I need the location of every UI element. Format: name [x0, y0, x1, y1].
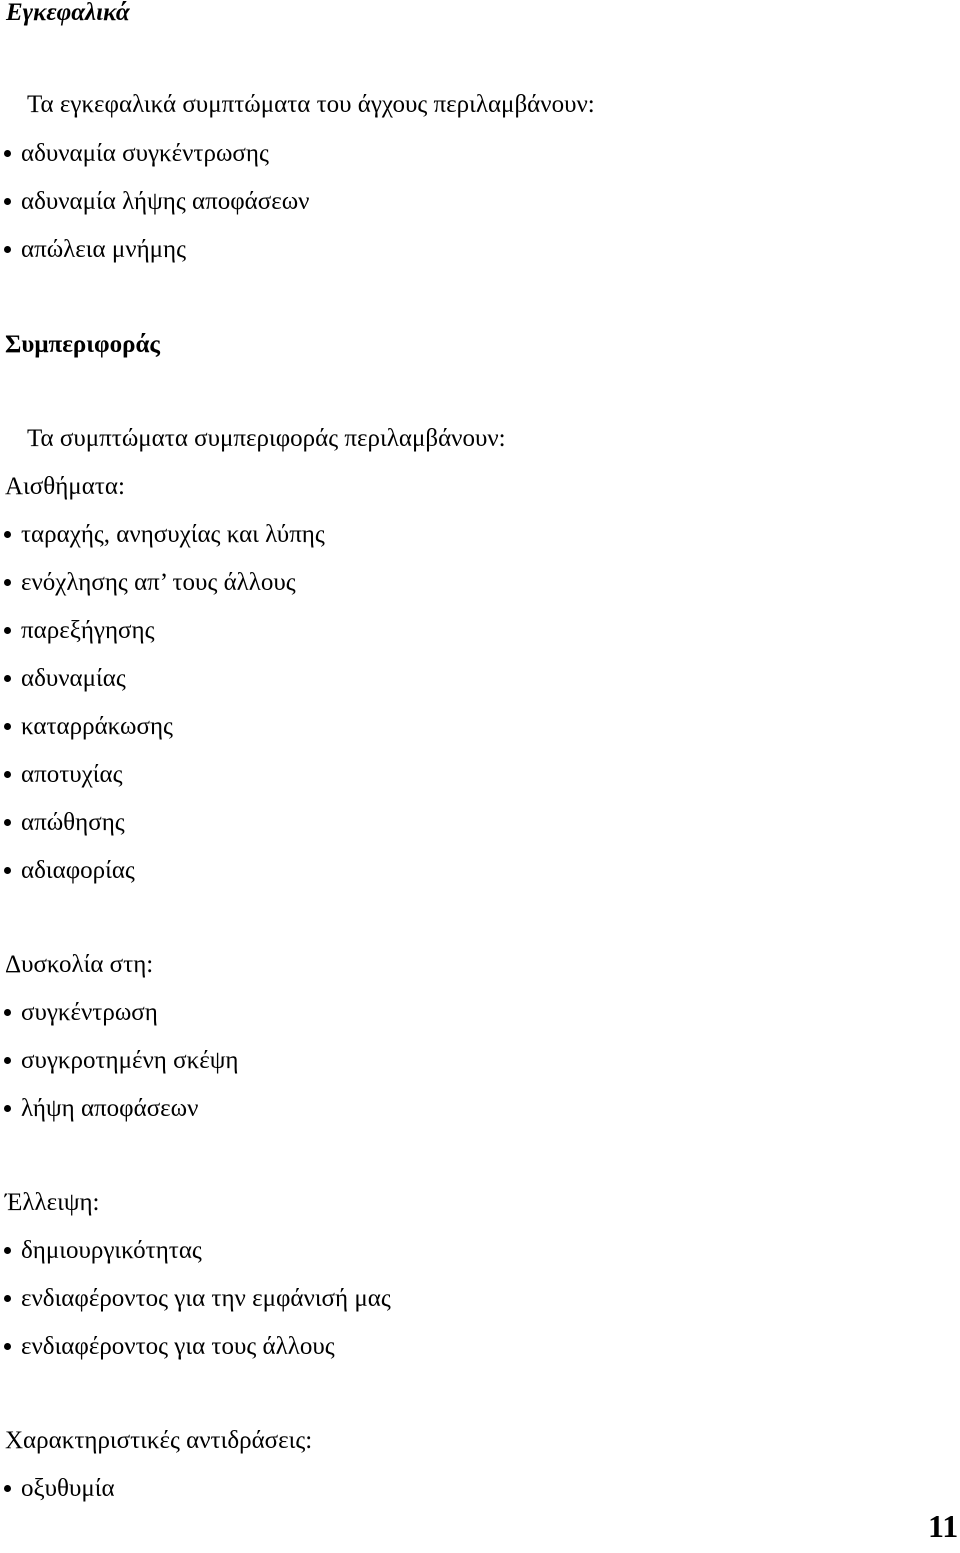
list-item: αποτυχίας [0, 760, 325, 808]
bullet-icon [4, 1105, 11, 1112]
list-item: αδυναμία λήψης αποφάσεων [0, 187, 309, 235]
list-item: ενδιαφέροντος για τους άλλους [0, 1332, 391, 1380]
list-item: αδυναμία συγκέντρωσης [0, 139, 309, 187]
cognitive-symptom-list [0, 139, 309, 283]
difficulty-label: Δυσκολία στη: [5, 951, 154, 978]
list-item: παρεξήγησης [0, 616, 325, 664]
list-item: συγκροτημένη σκέψη [0, 1046, 238, 1094]
list-item: αδυναμίας [0, 664, 325, 712]
bullet-icon [4, 150, 11, 157]
bullet-icon [4, 819, 11, 826]
bullet-icon [4, 246, 11, 253]
lack-list [0, 1236, 391, 1380]
bullet-icon [4, 1295, 11, 1302]
reactions-label: Χαρακτηριστικές αντιδράσεις: [5, 1427, 313, 1454]
bullet-icon [4, 1247, 11, 1254]
list-item: δημιουργικότητας [0, 1236, 391, 1284]
bullet-icon [4, 198, 11, 205]
bullet-icon [4, 1057, 11, 1064]
section-heading-cognitive: Εγκεφαλικά [6, 0, 130, 26]
page-number: 11 [928, 1508, 959, 1544]
intro-text-cognitive: Τα εγκεφαλικά συμπτώματα του άγχους περιλαμβάνουν: [27, 91, 595, 118]
list-item: ενδιαφέροντος για την εμφάνισή μας [0, 1284, 391, 1332]
bullet-icon [4, 627, 11, 634]
bullet-icon [4, 1343, 11, 1350]
bullet-icon [4, 1485, 11, 1492]
reactions-list [0, 1474, 115, 1522]
bullet-icon [4, 1009, 11, 1016]
bullet-icon [4, 531, 11, 538]
feelings-label: Αισθήματα: [5, 473, 125, 500]
bullet-icon [4, 723, 11, 730]
bullet-icon [4, 579, 11, 586]
difficulty-list [0, 998, 238, 1142]
list-item: συγκέντρωση [0, 998, 238, 1046]
section-heading-behavioral: Συμπεριφοράς [5, 331, 160, 358]
list-item: καταρράκωσης [0, 712, 325, 760]
list-item: ταραχής, ανησυχίας και λύπης [0, 520, 325, 568]
list-item: οξυθυμία [0, 1474, 115, 1522]
bullet-icon [4, 867, 11, 874]
list-item: ενόχλησης απ’ τους άλλους [0, 568, 325, 616]
intro-text-behavioral: Τα συμπτώματα συμπεριφοράς περιλαμβάνουν: [27, 425, 506, 452]
feelings-list [0, 520, 325, 904]
list-item: λήψη αποφάσεων [0, 1094, 238, 1142]
list-item: αδιαφορίας [0, 856, 325, 904]
list-item: απώθησης [0, 808, 325, 856]
list-item: απώλεια μνήμης [0, 235, 309, 283]
lack-label: Έλλειψη: [5, 1189, 100, 1216]
bullet-icon [4, 675, 11, 682]
bullet-icon [4, 771, 11, 778]
